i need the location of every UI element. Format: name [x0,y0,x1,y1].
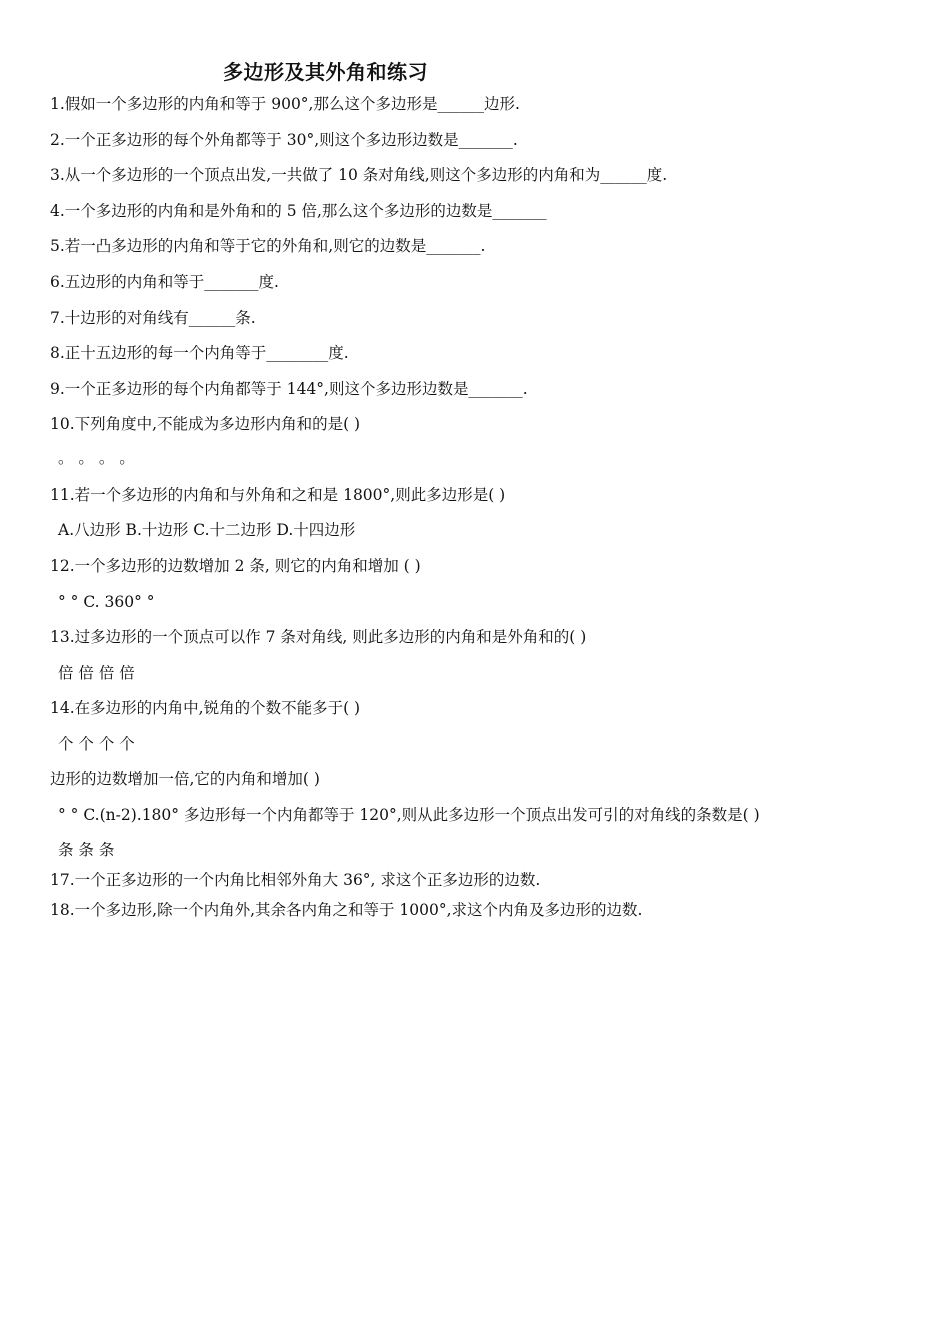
question-1: 1.假如一个多边形的内角和等于 900°,那么这个多边形是______边形. [50,95,520,113]
question-14-options: 个 个 个 个 [58,735,135,753]
question-4: 4.一个多边形的内角和是外角和的 5 倍,那么这个多边形的边数是_______ [50,202,547,220]
question-14: 14.在多边形的内角中,锐角的个数不能多于( ) [50,699,361,717]
question-15: 边形的边数增加一倍,它的内角和增加( ) [50,770,320,788]
question-10: 10.下列角度中,不能成为多边形内角和的是( ) [50,415,361,433]
question-9: 9.一个正多边形的每个内角都等于 144°,则这个多边形边数是_______. [50,380,528,398]
page-title: 多边形及其外角和练习 [223,60,428,84]
question-18: 18.一个多边形,除一个内角外,其余各内角之和等于 1000°,求这个内角及多边形的边数. [50,901,643,919]
question-12: 12.一个多边形的边数增加 2 条, 则它的内角和增加 ( ) [50,557,421,575]
question-5: 5.若一凸多边形的内角和等于它的外角和,则它的边数是_______. [50,237,486,255]
question-16-options: 条 条 条 [58,841,115,859]
question-15-options-and-16: ° ° C.(n-2).180° 多边形每一个内角都等于 120°,则从此多边形一个顶点出发可引的对角线的条数是( ) [58,806,760,824]
question-12-options: ° ° C. 360° ° [58,593,155,611]
question-13-options: 倍 倍 倍 倍 [58,664,135,682]
question-8: 8.正十五边形的每一个内角等于________度. [50,344,349,362]
question-7: 7.十边形的对角线有______条. [50,309,256,327]
question-11: 11.若一个多边形的内角和与外角和之和是 1800°,则此多边形是( ) [50,486,506,504]
question-10-options: 。 。 。 。 [58,449,135,467]
question-13: 13.过多边形的一个顶点可以作 7 条对角线, 则此多边形的内角和是外角和的( ) [50,628,587,646]
question-2: 2.一个正多边形的每个外角都等于 30°,则这个多边形边数是_______. [50,131,518,149]
question-17: 17.一个正多边形的一个内角比相邻外角大 36°, 求这个正多边形的边数. [50,871,541,889]
question-6: 6.五边形的内角和等于_______度. [50,273,279,291]
question-11-options: A.八边形 B.十边形 C.十二边形 D.十四边形 [58,521,356,539]
question-3: 3.从一个多边形的一个顶点出发,一共做了 10 条对角线,则这个多边形的内角和为______度. [50,166,668,184]
